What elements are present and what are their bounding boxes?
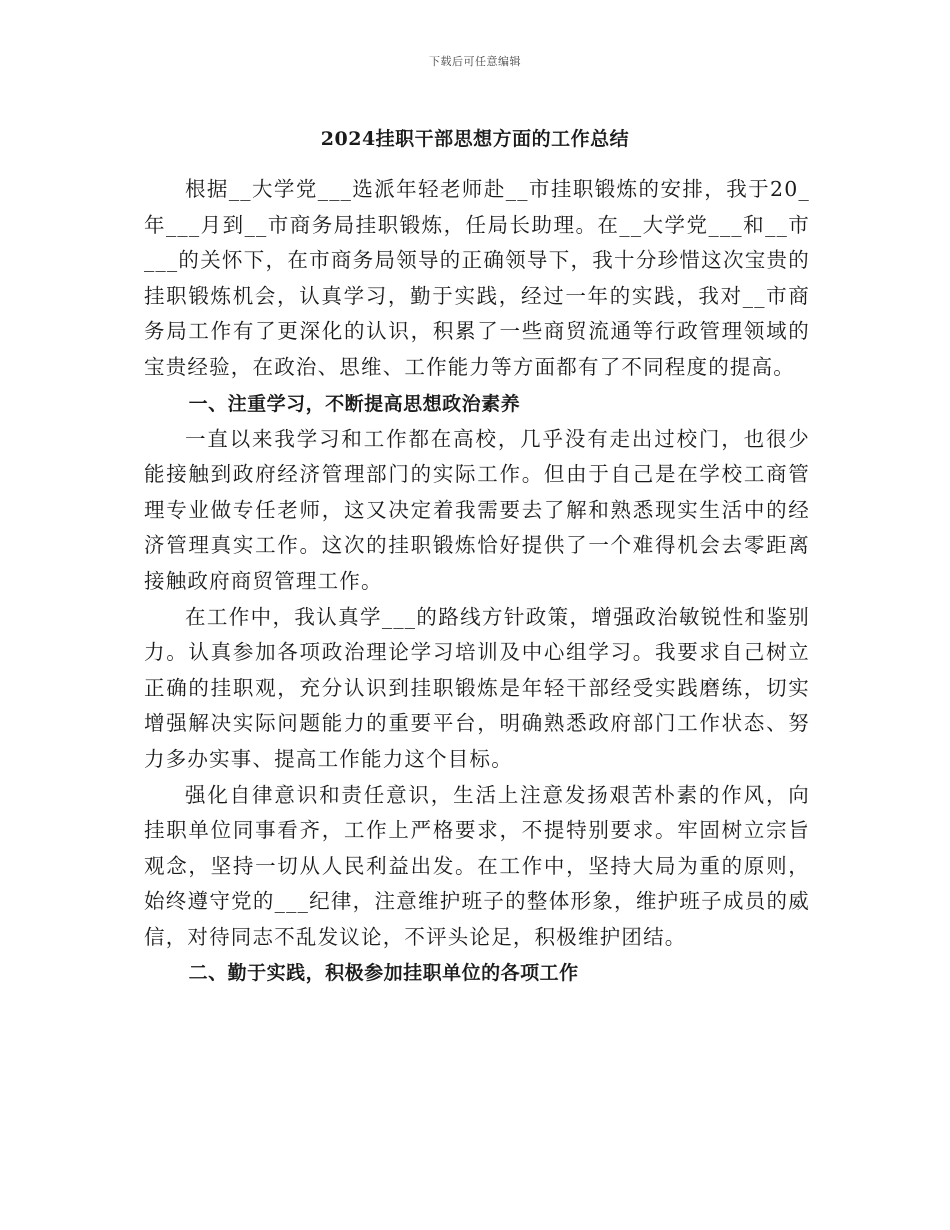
paragraph-self-discipline: 强化自律意识和责任意识，生活上注意发扬艰苦朴素的作风，向挂职单位同事看齐，工作上严格要求，不提特别要求。牢固树立宗旨观念，坚持一切从人民利益出发。在工作中，坚持大局为重的原则，始终遵守党的___纪律，注意维护班子的整体形象，维护班子成员的威信，对待同志不乱发议论，不评头论足，积极维护团结。 — [144, 782, 810, 949]
paragraph-intro: 根据__大学党___选派年轻老师赴__市挂职锻炼的安排，我于20_年___月到__市商务局挂职锻炼，任局长助理。在__大学党___和__市___的关怀下，在市商务局领导的正确领导下，我十分珍惜这次宝贵的挂职锻炼机会，认真学习，勤于实践，经过一年的实践，我对__市商务局工作有了更深化的认识，积累了一些商贸流通等行政管理领域的宝贵经验，在政治、思维、工作能力等方面都有了不同程度的提高。 — [144, 177, 810, 379]
document-title: 2024挂职干部思想方面的工作总结 — [320, 128, 630, 150]
section-heading-1: 一、注重学习，不断提高思想政治素养 — [188, 392, 521, 415]
header-note: 下载后可任意编辑 — [429, 55, 521, 68]
paragraph-political-study: 在工作中，我认真学___的路线方针政策，增强政治敏锐性和鉴别力。认真参加各项政治理论学习培训及中心组学习。我要求自己树立正确的挂职观，充分认识到挂职锻炼是年轻干部经受实践磨练，切实增强解决实际问题能力的重要平台，明确熟悉政府部门工作状态、努力多办实事、提高工作能力这个目标。 — [144, 604, 810, 771]
document-body — [144, 172, 810, 991]
paragraph-study-background: 一直以来我学习和工作都在高校，几乎没有走出过校门，也很少能接触到政府经济管理部门的实际工作。但由于自己是在学校工商管理专业做专任老师，这又决定着我需要去了解和熟悉现实生活中的经济管理真实工作。这次的挂职锻炼恰好提供了一个难得机会去零距离接触政府商贸管理工作。 — [144, 426, 810, 593]
section-heading-2: 二、勤于实践，积极参加挂职单位的各项工作 — [188, 962, 579, 985]
